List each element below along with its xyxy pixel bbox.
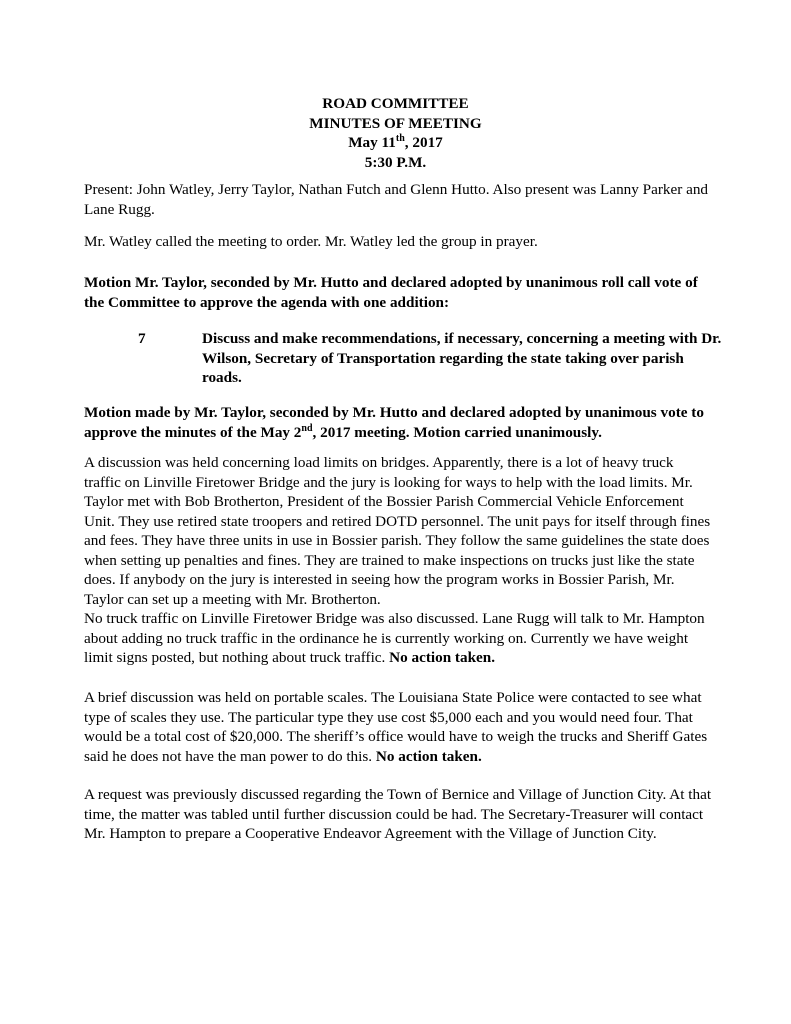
portable-scales-action: No action taken. [375,747,482,765]
minutes-heading: MINUTES OF MEETING [309,114,482,132]
date-text: May 11 [348,134,396,151]
truck-traffic-action: No action taken. [389,649,496,666]
truck-traffic-text: No truck traffic on Linville Firetower Bridge was also discussed. Lane Rugg will talk to Mr. Hampton about adding no truck traffic in the ordinance he is currently working on. Currently we have weight limit signs posted, but nothing about truck traffic. [84,610,705,666]
portable-scales-text: A brief discussion was held on portable scales. The Louisiana State Police were contacted to see what type of scales they use. The particular type they use cost $5,000 each and you would need four. That would be a total cost of $20,000. The sheriff’s office would have to weigh the trucks and Sheriff Gates said he does not have the man power to do this. [84,689,708,765]
minutes-motion-text: Motion made by Mr. Taylor, seconded by Mr. Hutto and declared adopted by unanimous vote to approve the minutes of the May 2 [84,404,704,441]
minutes-motion-suffix: nd [301,422,313,434]
document-title [0,94,791,172]
attendance-paragraph: Present: John Watley, Jerry Taylor, Nathan Futch and Glenn Hutto. Also present was Lanny Parker and Lane Rugg. [84,181,709,218]
date-year: , 2017 [404,134,443,151]
call-to-order-paragraph: Mr. Watley called the meeting to order. Mr. Watley led the group in prayer. [84,233,538,250]
portable-scales-paragraph [84,688,714,766]
agenda-motion-paragraph: Motion Mr. Taylor, seconded by Mr. Hutto and declared adopted by unanimous roll call vote of the Committee to approve the agenda with one addition: [84,274,698,311]
agenda-item-number: 7 [138,330,146,347]
date-suffix: th [395,132,405,144]
minutes-motion-paragraph [84,403,714,442]
committee-name: ROAD COMMITTEE [322,95,469,112]
meeting-date [0,133,791,153]
truck-traffic-paragraph [84,609,714,668]
meeting-time: 5:30 P.M. [364,153,427,171]
minutes-motion-text-end: , 2017 meeting. Motion carried unanimously. [312,423,602,441]
bernice-request-paragraph: A request was previously discussed regarding the Town of Bernice and Village of Junction City. At that time, the matter was tabled until further discussion could be had. The Secretary-Treasurer will contact Mr. Hampton to prepare a Cooperative Endeavor Agreement with the Village of Junction City. [84,786,712,842]
agenda-item-text: Discuss and make recommendations, if necessary, concerning a meeting with Dr. Wilson, Secretary of Transportation regarding the state taking over parish roads. [202,330,722,386]
load-limits-paragraph: A discussion was held concerning load limits on bridges. Apparently, there is a lot of heavy truck traffic on Linville Firetower Bridge and the jury is looking for ways to help with the load limits. Mr. Taylor met with Bob Brotherton, President of the Bossier Parish Commercial Vehicle Enforcement Unit. They use retired state troopers and retired DOTD personnel. The unit pays for itself through fines and fees. They have three units in use in Bossier parish. They follow the same guidelines the state does when setting up penalties and fines. They are trained to make inspections on trucks just like the state does. If anybody on the jury is interested in seeing how the program works in Bossier Parish, Mr. Taylor can set up a meeting with Mr. Brotherton. [84,454,711,608]
